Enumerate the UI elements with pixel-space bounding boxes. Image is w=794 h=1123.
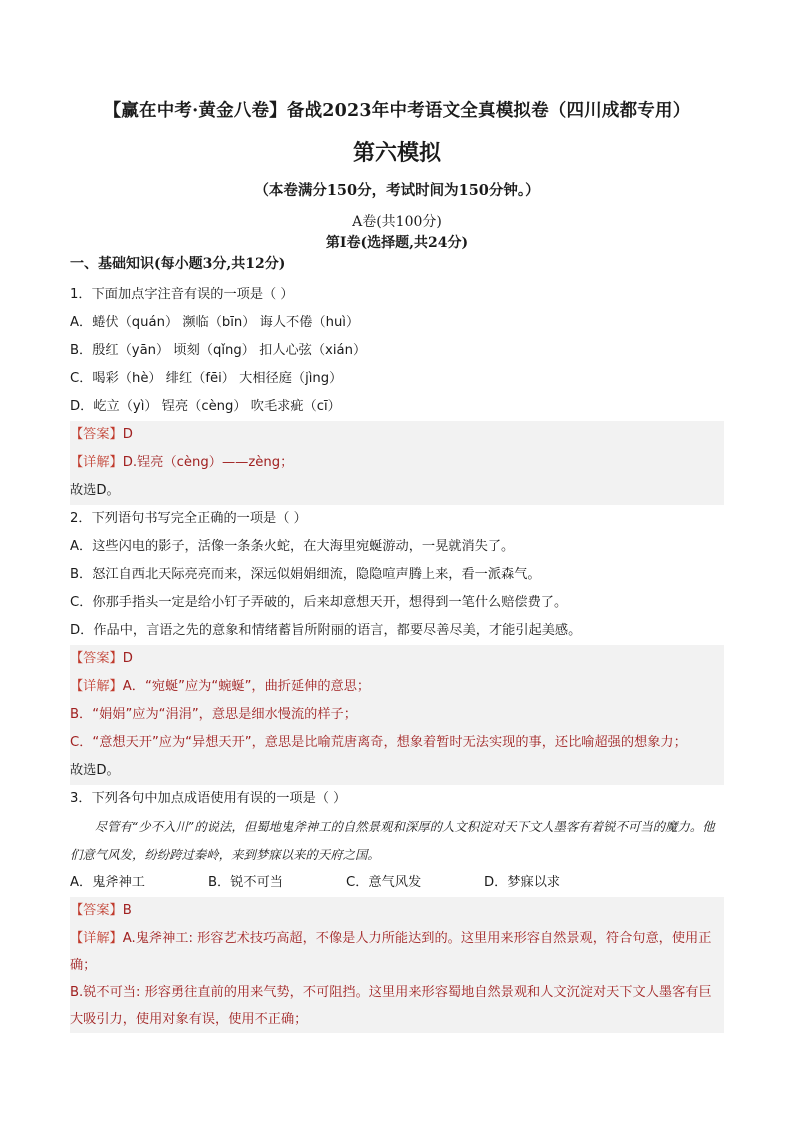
question-1-answer-block <box>70 421 724 505</box>
exam-note: （本卷满分150分，考试时间为150分钟。） <box>254 182 540 199</box>
detail-tag: 【详解】 <box>70 931 123 946</box>
question-1-conclusion: 故选D。 <box>70 483 120 498</box>
answer-tag: 【答案】 <box>70 903 123 918</box>
question-3-options <box>70 869 724 897</box>
volume-1-heading: 第Ⅰ卷(选择题,共24分) <box>325 235 469 251</box>
question-1-detail <box>70 449 724 477</box>
exam-title: 【赢在中考·黄金八卷】备战2023年中考语文全真模拟卷（四川成都专用） <box>103 101 691 121</box>
question-1-option-a: A．蜷伏（quán） 濒临（bīn） 诲人不倦（huì） <box>70 315 360 330</box>
question-3-option-c: C．意气风发 <box>346 875 422 890</box>
answer-tag: 【答案】 <box>70 651 123 666</box>
question-1-option-d: D．屹立（yì） 锃亮（cèng） 吹毛求疵（cī） <box>70 399 341 414</box>
question-3-stem: 3．下列各句中加点成语使用有误的一项是（ ） <box>70 791 347 806</box>
question-2-conclusion: 故选D。 <box>70 763 120 778</box>
question-2-answer <box>70 645 724 673</box>
answer-value: D <box>122 427 133 442</box>
question-2-detail-a <box>70 673 724 701</box>
question-flow <box>70 281 724 1033</box>
question-2-detail-c: C．“意想天开”应为“异想天开”，意思是比喻荒唐离奇，想象着暂时无法实现的事，还比喻超强的想象力； <box>70 735 687 750</box>
detail-tag: 【详解】 <box>70 455 123 470</box>
question-3-option-d: D．梦寐以求 <box>484 875 561 890</box>
detail-tag: 【详解】 <box>70 679 123 694</box>
question-2-answer-block <box>70 645 724 785</box>
volume-a-heading: A卷(共100分) <box>352 214 442 230</box>
question-2-option-b: B．怒江自西北天际亮亮而来，深远似娟娟细流，隐隐喧声腾上来，看一派森气。 <box>70 567 541 582</box>
section-heading: 一、基础知识(每小题3分,共12分) <box>70 256 286 272</box>
question-3-answer <box>70 897 724 925</box>
question-1-stem: 1．下面加点字注音有误的一项是（ ） <box>70 287 294 302</box>
answer-tag: 【答案】 <box>70 427 123 442</box>
question-1-option-c: C．喝彩（hè） 绯红（fēi） 大相径庭（jìng） <box>70 371 343 386</box>
detail-text: A.鬼斧神工: 形容艺术技巧高超，不像是人力所能达到的。这里用来形容自然景观，符合句意，使用正确； <box>70 931 712 973</box>
answer-value: B <box>122 903 132 918</box>
question-3-option-a: A．鬼斧神工 <box>70 875 145 890</box>
answer-value: D <box>122 651 133 666</box>
question-1-option-b: B．殷红（yān） 顷刻（qǐng） 扣人心弦（xián） <box>70 343 367 358</box>
question-2-detail-b: B．“娟娟”应为“涓涓”，意思是细水慢流的样子； <box>70 707 357 722</box>
question-3-option-b: B．锐不可当 <box>208 875 283 890</box>
question-3-detail-a <box>70 925 724 979</box>
question-3-quote: 尽管有“少不入川”的说法，但蜀地鬼斧神工的自然景观和深厚的人文积淀对天下文人墨客有着锐不可当的魔力。他们意气风发，纷纷跨过秦岭，来到梦寐以来的天府之国。 <box>70 819 715 862</box>
question-2-stem: 2．下列语句书写完全正确的一项是（ ） <box>70 511 307 526</box>
question-2-option-d: D．作品中，言语之先的意象和情绪蓄旨所附丽的语言，都要尽善尽美，才能引起美感。 <box>70 623 582 638</box>
question-3-answer-block <box>70 897 724 1033</box>
question-2-option-c: C．你那手指头一定是给小钉子弄破的，后来却意想天开，想得到一笔什么赔偿费了。 <box>70 595 568 610</box>
detail-text: D.锃亮（cèng）——zèng； <box>122 455 294 470</box>
detail-text: A．“宛蜒”应为“蜿蜒”，曲折延伸的意思； <box>122 679 371 694</box>
question-2-option-a: A．这些闪电的影子，活像一条条火蛇，在大海里宛蜒游动，一晃就消失了。 <box>70 539 515 554</box>
exam-subtitle: 第六模拟 <box>352 140 441 166</box>
question-1-answer <box>70 421 724 449</box>
question-3-detail-b: B.锐不可当: 形容勇往直前的用来气势，不可阻挡。这里用来形容蜀地自然景观和人文沉淀对天下文人墨客有巨大吸引力，使用对象有误，使用不正确； <box>70 985 712 1027</box>
